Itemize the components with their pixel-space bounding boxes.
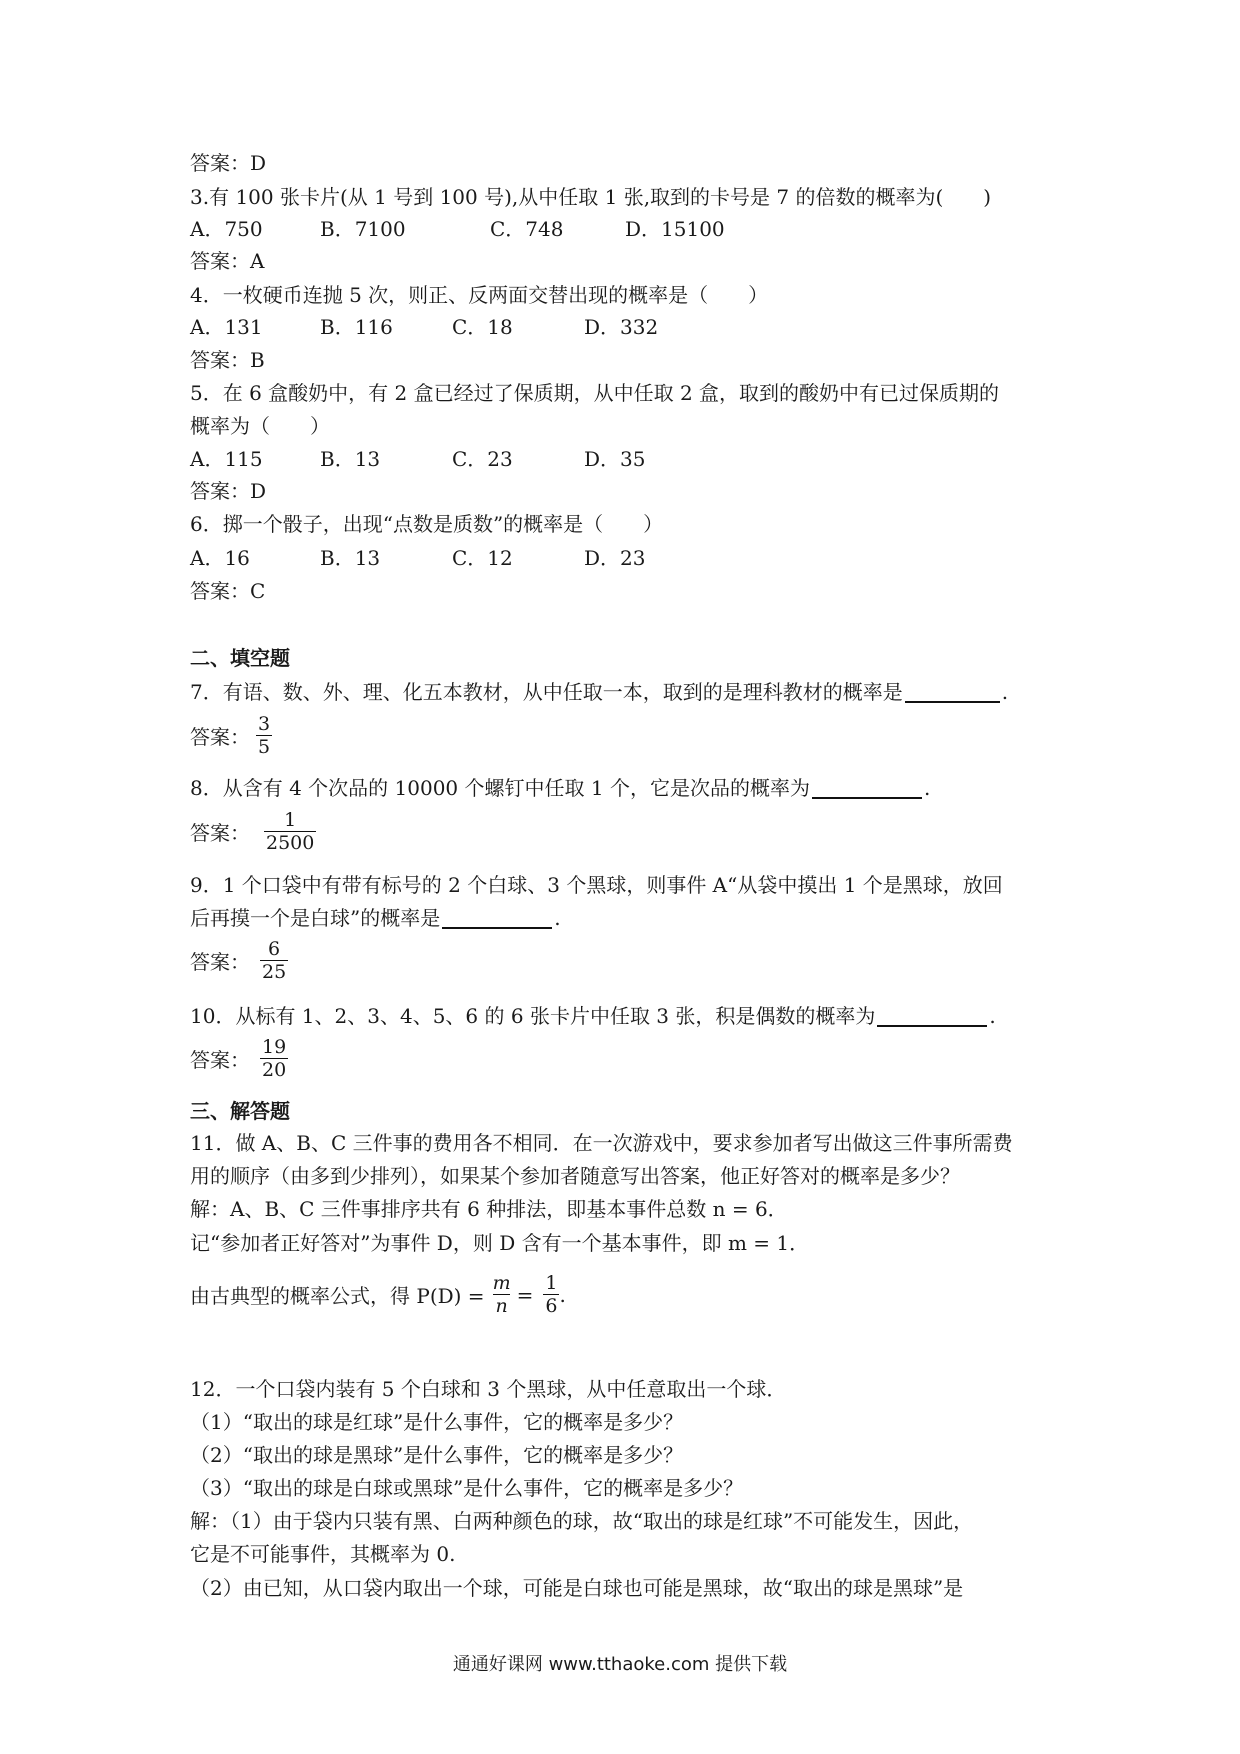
denominator: 25	[262, 961, 287, 983]
option-a: A．750	[190, 217, 263, 241]
denominator: 6	[545, 1295, 558, 1317]
answer-label: 答案：	[190, 1048, 250, 1072]
answer-5: 答案：D	[190, 479, 267, 503]
footer-watermark: 通通好课网 www.tthaoke.com 提供下载	[452, 1654, 788, 1675]
question-4: 4．一枚硬币连抛 5 次，则正、反两面交替出现的概率是（ ）	[190, 283, 769, 307]
answer-label: 答案：	[190, 821, 250, 845]
question-12: 12．一个口袋内装有 5 个白球和 3 个黑球，从中任意取出一个球．	[190, 1377, 787, 1401]
question-7-text: 7．有语、数、外、理、化五本教材，从中任取一本，取到的是理科教材的概率是	[190, 680, 903, 704]
question-5-options	[190, 446, 645, 472]
answer-blank	[812, 777, 922, 799]
section-heading-solutions: 三、解答题	[190, 1099, 290, 1123]
formula-text: 由古典型的概率公式，得 P(D) =	[190, 1284, 485, 1308]
formula-fraction-m-n	[491, 1272, 513, 1317]
question-9-line2: 后再摸一个是白球”的概率是 .	[190, 906, 561, 930]
answer-fraction	[260, 938, 288, 983]
numerator: 1	[284, 809, 297, 831]
answer-fraction	[256, 713, 272, 758]
numerator: 3	[258, 713, 271, 735]
question-6-options	[190, 545, 645, 571]
question-7: 7．有语、数、外、理、化五本教材，从中任取一本，取到的是理科教材的概率是 .	[190, 680, 1009, 704]
question-9-line1: 9．1 个口袋中有带有标号的 2 个白球、3 个黑球，则事件 A“从袋中摸出 1 个是黑球，放回	[190, 873, 1003, 897]
option-a: A．115	[190, 447, 263, 471]
answer-blank	[905, 681, 1000, 703]
option-d: D．23	[584, 546, 646, 570]
solution-12-line1: 解：（1）由于袋内只装有黑、白两种颜色的球，故“取出的球是红球”不可能发生，因此，	[190, 1509, 974, 1533]
option-b: B．7100	[320, 217, 406, 241]
question-12-part3: （3）“取出的球是白球或黑球”是什么事件，它的概率是多少？	[190, 1476, 744, 1500]
answer-3: 答案：A	[190, 249, 265, 273]
answer-fraction	[264, 809, 316, 854]
answer-10	[190, 1036, 288, 1081]
formula-fraction-result	[543, 1272, 559, 1317]
answer-6: 答案：C	[190, 579, 266, 603]
question-5-line1: 5．在 6 盒酸奶中，有 2 盒已经过了保质期，从中任取 2 盒，取到的酸奶中有已过保质期的	[190, 381, 1000, 405]
denominator: 20	[262, 1059, 287, 1081]
option-c: C．18	[452, 315, 513, 339]
answer-8	[190, 809, 316, 854]
question-11-line2: 用的顺序（由多到少排列），如果某个参加者随意写出答案，他正好答对的概率是多少？	[190, 1164, 960, 1188]
answer-label: 答案：	[190, 725, 250, 749]
question-9-text: 后再摸一个是白球”的概率是	[190, 906, 441, 930]
numerator: 1	[545, 1272, 558, 1294]
question-8-text: 8．从含有 4 个次品的 10000 个螺钉中任取 1 个，它是次品的概率为	[190, 776, 810, 800]
question-4-options	[190, 314, 658, 340]
option-b: B．13	[320, 546, 381, 570]
option-c: C．748	[490, 217, 564, 241]
solution-12-line3: （2）由已知，从口袋内取出一个球，可能是白球也可能是黑球，故“取出的球是黑球”是	[190, 1576, 964, 1600]
answer-fraction	[260, 1036, 288, 1081]
answer-2: 答案：D	[190, 151, 267, 175]
option-a: A．131	[190, 315, 263, 339]
denominator: n	[495, 1295, 508, 1317]
option-d: D．332	[584, 315, 659, 339]
solution-11-line2: 记“参加者正好答对”为事件 D，则 D 含有一个基本事件，即 m = 1．	[190, 1231, 810, 1255]
denominator: 2500	[266, 832, 315, 854]
solution-11-formula: 由古典型的概率公式，得 P(D) = $\frac{m}{n}$ = $\frac{1}{6}$ .	[190, 1272, 566, 1317]
option-c: C．12	[452, 546, 513, 570]
option-d: D．15100	[625, 217, 725, 241]
section-heading-fill-in: 二、填空题	[190, 646, 290, 670]
solution-12-line2: 它是不可能事件，其概率为 0.	[190, 1542, 456, 1566]
option-a: A．16	[190, 546, 250, 570]
numerator: m	[492, 1272, 511, 1294]
question-12-part2: （2）“取出的球是黑球”是什么事件，它的概率是多少？	[190, 1443, 684, 1467]
answer-9	[190, 938, 288, 983]
option-d: D．35	[584, 447, 646, 471]
question-5-line2: 概率为（ ）	[190, 414, 330, 438]
question-3: 3.有 100 张卡片(从 1 号到 100 号),从中任取 1 张,取到的卡号是 7 的倍数的概率为( )	[190, 185, 992, 209]
answer-7	[190, 713, 272, 758]
question-8: 8．从含有 4 个次品的 10000 个螺钉中任取 1 个，它是次品的概率为 .	[190, 776, 931, 800]
question-3-options	[190, 216, 725, 242]
option-c: C．23	[452, 447, 513, 471]
answer-label: 答案：	[190, 950, 250, 974]
answer-4: 答案：B	[190, 348, 265, 372]
numerator: 6	[268, 938, 281, 960]
question-10-text: 10．从标有 1、2、3、4、5、6 的 6 张卡片中任取 3 张，积是偶数的概率为	[190, 1004, 876, 1028]
question-6: 6．掷一个骰子，出现“点数是质数”的概率是（ ）	[190, 512, 664, 536]
option-b: B．116	[320, 315, 393, 339]
answer-blank	[442, 907, 552, 929]
denominator: 5	[258, 736, 271, 758]
answer-blank	[877, 1005, 987, 1027]
question-11-line1: 11．做 A、B、C 三件事的费用各不相同．在一次游戏中，要求参加者写出做这三件事所需费	[190, 1131, 1013, 1155]
numerator: 19	[262, 1036, 287, 1058]
question-12-part1: （1）“取出的球是红球”是什么事件，它的概率是多少？	[190, 1410, 684, 1434]
solution-11-line1: 解：A、B、C 三件事排序共有 6 种排法，即基本事件总数 n = 6．	[190, 1197, 788, 1221]
question-10: 10．从标有 1、2、3、4、5、6 的 6 张卡片中任取 3 张，积是偶数的概率为 .	[190, 1004, 996, 1028]
option-b: B．13	[320, 447, 381, 471]
